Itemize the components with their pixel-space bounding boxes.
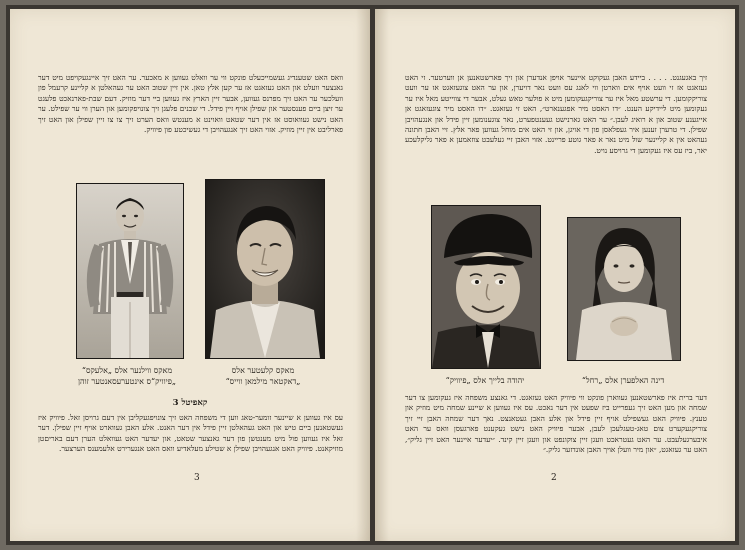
- gutter-shadow: [356, 9, 370, 541]
- page-number-right: 2: [551, 473, 557, 483]
- caption-max-kletter-line1: מאקס קלעטער אלס: [231, 366, 295, 375]
- photo-max-wilner: [76, 183, 184, 359]
- right-bottom-paragraph: דער ברית איז פארשטאנען געווארן פונקט ווי פיוויק האט געזאגט. די גאנצע משפחה איז געקומען צו דער שמחה און מען האט זיך געפרייט ביז שפעט אין דער נאכט. עס איז געווען א שיינע שמחה מיט מוזיק און טענץ. פיוויק האט געשפילט אויף זיין פידל און אלע האבן געטאנצט. נאך דער שמחה האבן זיי זיך צוריקגעקערט צום טאג-טעגלעכן לעבן, אבער פיוויק האט נישט געקענט פארגעסן וואס ער האט איבערגעלעבט. ער האט געטראכט וועגן זיין צוקונפט און וועגן זיין קינד. ״יעדער איינער האט זיין גליק״, האט ער געזאגט, ״און מיר וועלן אויך האבן אונדזער גליק.״: [405, 393, 707, 455]
- caption-max-wilner-line2: „פיוויק“ס אינטערעסאנטער זוהן: [77, 377, 177, 386]
- left-page: [10, 9, 370, 541]
- caption-dina-halpern: דינה האלפערן אלס „רחל“: [581, 376, 665, 385]
- caption-max-wilner-line1: מאקס ווילנער אלס „אלעקס“: [81, 366, 173, 375]
- left-bottom-paragraph: עס איז געווען א שיינער זומער-טאג ווען די משפחה האט זיך צונויפגעקליבן אין דעם גרויסן זאל. פיוויק איז געשטאנען ביים טיש און האט געהאלטן זיין פידל אין דער האנט. אלע האבן געווארט אויף זיין שפילן. דער זאל איז געווען פול מיט מענטשן פון דער גאנצער שטאט, און יעדער האט געוואלט הערן דעם באריםטן מוזיקאנט. פיוויק האט אנגעהויבן שפילן א שטילע מעלאדיע וואס האט אנגערירט אלעמענס הערצער.: [38, 413, 343, 454]
- photo-yehuda-bleich: [431, 205, 541, 369]
- left-top-paragraph: וואס האט שטענדיג געשמייכעלט פונקט ווי ער וואלט געווען א מאכער. ער האט זיך איינגעקויפט מיט דער גאנצער וועלט און האט געזאגט אז ער קען אלץ טאן. אין זיין שטוב האט ער געהאלטן א קליינע קרעמל פון וועלכער ער האט זיך מפרנס געווען, אבער זיין הארץ איז געווען ביי דער מוזיק. דעם שבת-פארנאכט פלעגט ער זיצן ביים פענסטער און שפילן אויף זיין פידל. די שכנים פלעגן זיך צונויפקומען און הערן ווי ער שפילט. ער האט נישט געוואוסט אז אין דער שטאט וואוינט א מענטש וואס הערט זיך צו צו זיין שפילן און האט זיך פארליבט אין זיין מוזיק. אזוי האט זיך אנגעהויבן די געשיכטע פון פיוויק.: [38, 73, 343, 135]
- right-top-paragraph: זיך באגעגנט. . . . . ביידע האבן געקוקט איינער אויפן אנדערן און זיך פארשטאנען אן ווערטער. זי האט געזאגט אז זי וועט אויף אים ווארטן ווי לאנג עס וועט נאר דויערן, און ער האט צוגעזאגט אז ער וועט צוריקקומען. די ערשטע מאל איז ער צוריקגעקומען מיט א פולער טאש געלט, אבער די צווייטע מאל איז ער געקומען מיט ליידיקע הענט. ״דו האסט מיר אפגענארט״, האט זי געזאגט. ״דו האסט מיר צוגעזאגט אן אייגענע שטוב און א רואיג לעבן.״ ער האט גארנישט געענטפערט, נאר צוגענומען זיין פידל און אנגעהויבן שפילן. די טרערן זענען איר געפלאסן פון די אויגן, און זי האט אים מוחל געווען פאר אלץ. זיי האבן חתונה געהאט אין א קליינער שול מיט נאר א פאר גוטע פריינט. אזוי האבן זיי געלעבט צוזאמען א פאר גליקלעכע יאר, ביז עס איז געקומען די גרויסע נויט.: [405, 73, 707, 155]
- chapter-heading: קאפיטל 3: [172, 398, 208, 408]
- caption-max-kletter-line2: „דאקטאר מילמאן ווייס“: [225, 377, 301, 386]
- caption-yehuda-bleich: יהודה בלייך אלס „פיוויק“: [445, 376, 525, 385]
- booklet-spread: [6, 5, 739, 545]
- photo-label-max-wilner: [0, 0, 1, 1]
- photo-max-kletter: [205, 179, 325, 359]
- photo-dina-halpern: [567, 217, 681, 361]
- page-number-left: 3: [194, 473, 200, 483]
- right-page: [375, 9, 735, 541]
- gutter-shadow: [375, 9, 389, 541]
